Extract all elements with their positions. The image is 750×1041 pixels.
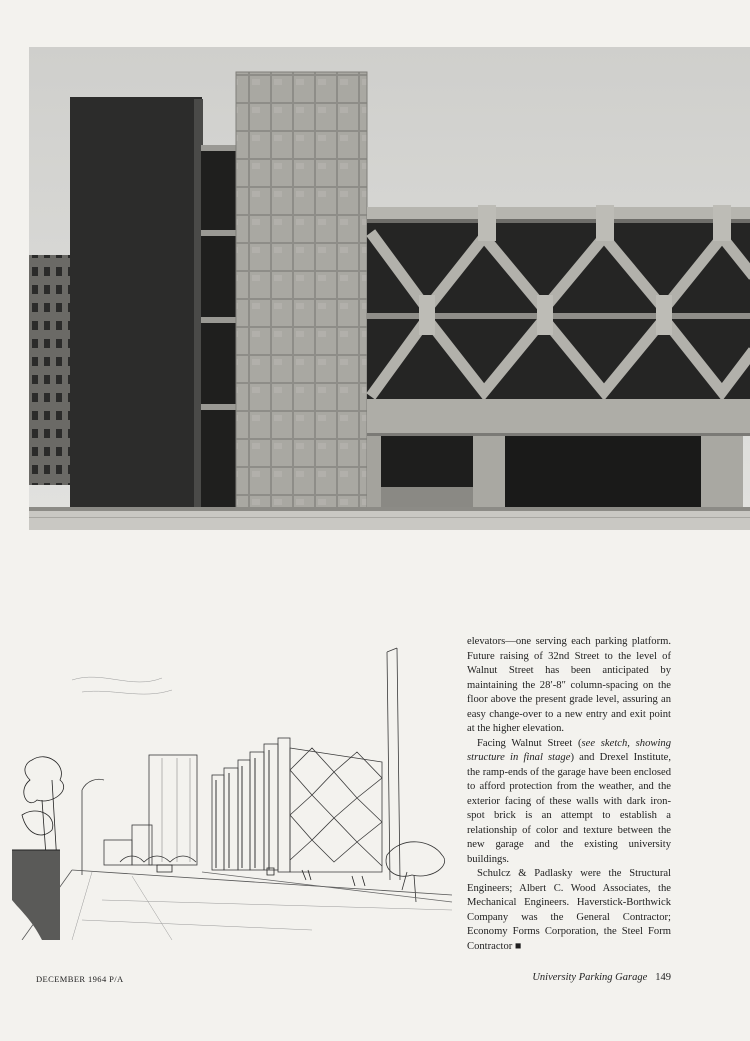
running-footer: [460, 972, 671, 983]
paragraph-walnut-end: ) and Drexel Institute, the ramp-ends of the garage have been enclosed to afford protection from the weather, and the exterior facing of these walls with dark iron-spot brick is an attempt to establish a relationship of color and texture between the new garage and the existing university buildings.: [467, 752, 671, 865]
page-number: 149: [655, 972, 671, 983]
paragraph-walnut-start: Facing Walnut Street (: [477, 737, 582, 749]
paragraph-credits: [467, 867, 671, 954]
article-title: University Parking Garage: [532, 972, 648, 983]
paragraph-elevators: elevators—one serving each parking platform. Future raising of 32nd Street to the level of Walnut Street has been anticipated by maintaining the 28′-8″ column-spacing on the floor above the present grade level, assuring an easy change-over to a new entry and exit point at the higher elevation.: [467, 636, 671, 734]
credits-text: Schulcz & Padlasky were the Structural Engineers; Albert C. Wood Associates, the Mechanical Engineers. Haverstick-Borthwick Company was the General Contractor; Economy Forms Corporation, the Steel Form Contractor: [467, 868, 671, 952]
garage-photograph: [29, 47, 750, 530]
paragraph-walnut-street: [467, 737, 671, 868]
garage-sketch: [12, 640, 454, 940]
body-text-column: [467, 635, 671, 954]
issue-date: DECEMBER 1964 P/A: [36, 974, 124, 984]
end-mark: ■: [514, 940, 522, 952]
sketch-reference: see sketch, showing structure in final stage: [467, 737, 671, 763]
